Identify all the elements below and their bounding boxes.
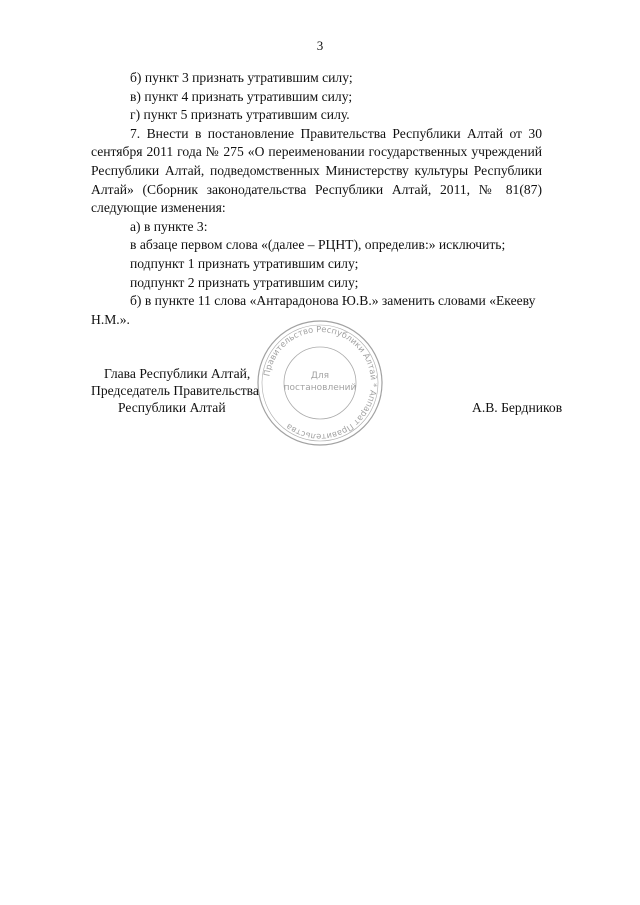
paragraph-7: 7. Внести в постановление Правительства Республики Алтай от 30 сентября 2011 года № 275 «О переименовании государственных учреждений Республики Алтай, подведомственных Министерству культуры Республики Алтай» (Сборник законодательства Республики Алтай, 2011, № 81(87) следующие изменения:	[91, 125, 542, 216]
stamp-center-text-2: постановлений	[283, 383, 357, 393]
page-number: 3	[316, 38, 324, 53]
subitem-b-line1: б) в пункте 11 слова «Антарадонова Ю.В.» заменить словами «Екееву	[130, 293, 536, 309]
signatory-title-line2: Председатель Правительства	[91, 383, 259, 398]
item-v-clause: в) пункт 4 признать утратившим силу;	[130, 88, 353, 104]
signature-block	[91, 365, 563, 425]
subitem-a-heading: а) в пункте 3:	[130, 218, 208, 234]
signatory-title-line3: Республики Алтай	[118, 400, 226, 415]
subitem-a-text: в абзаце первом слова «(далее – РЦНТ), определив:» исключить;	[130, 237, 506, 253]
subitem-a-point1: подпункт 1 признать утратившим силу;	[130, 255, 359, 271]
item-b-clause: б) пункт 3 признать утратившим силу;	[130, 70, 353, 85]
signatory-name: А.В. Бердников	[472, 400, 563, 415]
subitem-b-line2: Н.М.».	[91, 311, 130, 327]
stamp-ring-text: Правительство Республики Алтай * Аппарат Правительства	[261, 323, 380, 443]
subitem-a-point2: подпункт 2 признать утратившим силу;	[130, 274, 359, 290]
stamp-center-text-1: Для	[310, 371, 330, 381]
item-g-clause: г) пункт 5 признать утратившим силу.	[130, 107, 350, 123]
document-body	[91, 69, 542, 329]
signatory-title-line1: Глава Республики Алтай,	[104, 366, 251, 381]
